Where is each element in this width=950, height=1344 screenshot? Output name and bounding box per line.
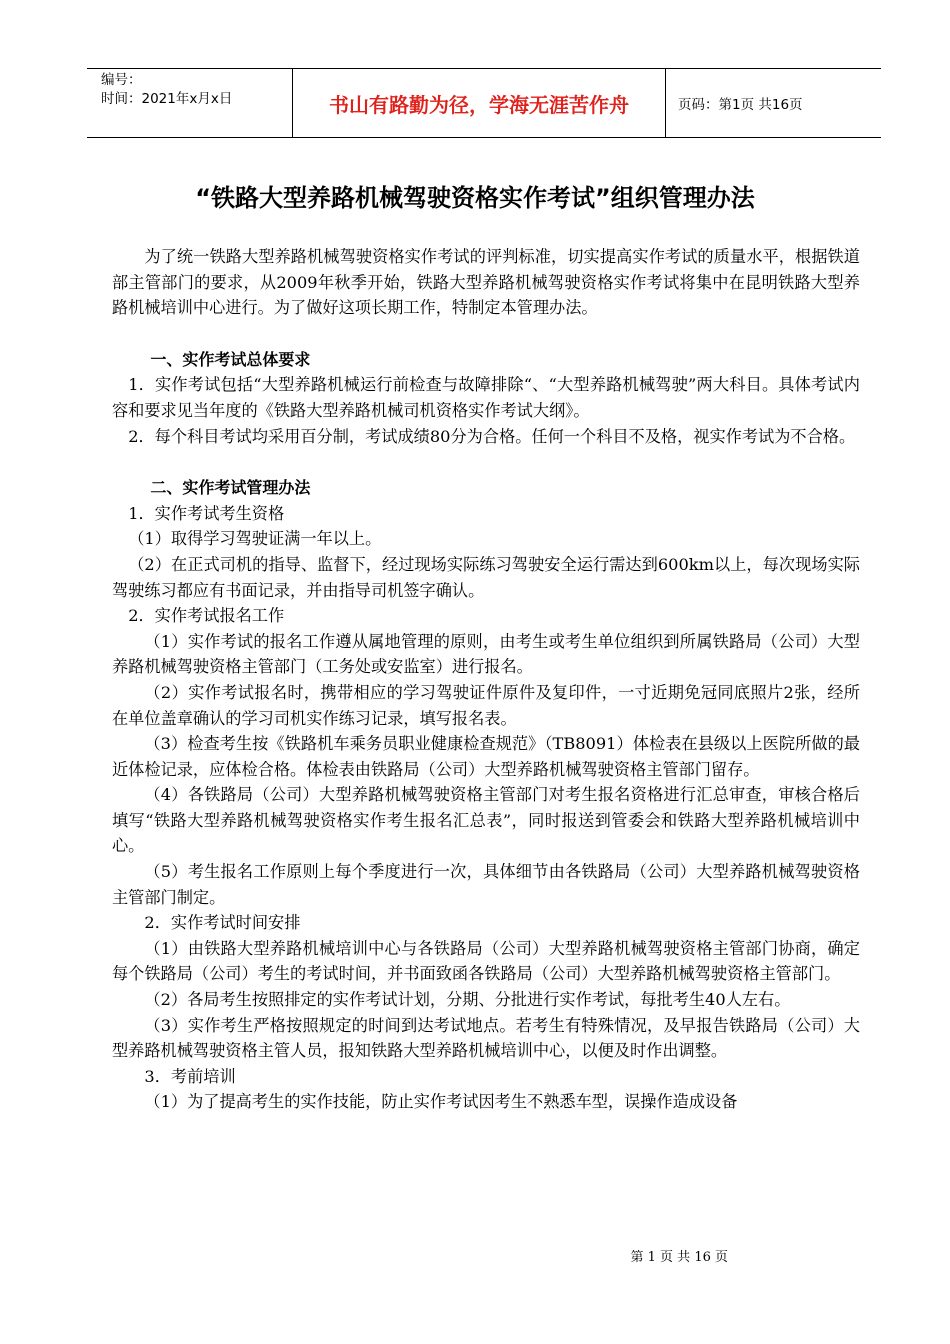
section1-heading: 一、实作考试总体要求 — [150, 349, 311, 369]
subsection3-title: 2．实作考试时间安排 — [144, 913, 301, 933]
header-meta — [87, 69, 293, 137]
section2-heading: 二、实作考试管理办法 — [150, 478, 311, 498]
section1-item2: 2．每个科目考试均采用百分制，考试成绩80分为合格。任何一个科目不及格，视实作考试为不合格。 — [128, 426, 856, 446]
document-title: “铁路大型养路机械驾驶资格实作考试”组织管理办法 — [195, 184, 755, 212]
subsection4-item1: （1）为了提高考生的实作技能，防止实作考试因考生不熟悉车型，误操作造成设备 — [144, 1092, 738, 1112]
number-label: 编号： — [101, 72, 142, 88]
section1-item1: 1．实作考试包括“大型养路机械运行前检查与故障排除“、“大型养路机械驾驶”两大科目。具体考试内容和要求见当年度的《铁路大型养路机械司机资格实作考试大纲》。 — [112, 375, 860, 420]
subsection3-item3: （3）实作考生严格按照规定的时间到达考试地点。若考生有特殊情况，及早报告铁路局（公司）大型养路机械驾驶资格主管人员，报知铁路大型养路机械培训中心，以便及时作出调整。 — [112, 1015, 860, 1061]
subsection3-item2: （2）各局考生按照排定的实作考试计划，分期、分批进行实作考试，每批考生40人左右。 — [144, 990, 791, 1010]
subsection2-item5: （5）考生报名工作原则上每个季度进行一次，具体细节由各铁路局（公司）大型养路机械驾驶资格主管部门制定。 — [112, 862, 860, 907]
header-page-info: 页码：第1页 共16页 — [678, 97, 803, 113]
subsection1-title: 1．实作考试考生资格 — [128, 503, 285, 523]
time-label: 时间：2021年x月x日 — [101, 91, 233, 107]
page-footer: 第 1 页 共 16 页 — [630, 1250, 728, 1265]
subsection1-item2: （2）在正式司机的指导、监督下，经过现场实际练习驾驶安全运行需达到600km以上，每次现场实际驾驶练习都应有书面记录，并由指导司机签字确认。 — [112, 554, 860, 600]
subsection2-item2: （2）实作考试报名时，携带相应的学习驾驶证件原件及复印件，一寸近期免冠同底照片2张，经所在单位盖章确认的学习司机实作练习记录，填写报名表。 — [112, 682, 860, 728]
subsection4-title: 3．考前培训 — [144, 1066, 236, 1086]
subsection2-item4: （4）各铁路局（公司）大型养路机械驾驶资格主管部门对考生报名资格进行汇总审查，审核合格后填写“铁路大型养路机械驾驶资格实作考生报名汇总表”，同时报送到管委会和铁路大型养路机械培训中心。 — [112, 785, 860, 856]
subsection3-item1: （1）由铁路大型养路机械培训中心与各铁路局（公司）大型养路机械驾驶资格主管部门协商，确定每个铁路局（公司）考生的考试时间，并书面致函各铁路局（公司）大型养路机械驾驶资格主管部门。 — [112, 938, 860, 984]
intro-paragraph: 为了统一铁路大型养路机械驾驶资格实作考试的评判标准，切实提高实作考试的质量水平，根据铁道部主管部门的要求，从2009年秋季开始，铁路大型养路机械驾驶资格实作考试将集中在昆明铁路大型养路机械培训中心进行。为了做好这项长期工作，特制定本管理办法。 — [112, 247, 860, 318]
header-motto: 书山有路勤为径，学海无涯苦作舟 — [293, 69, 666, 137]
document-body — [112, 244, 860, 1115]
subsection2-item1: （1）实作考试的报名工作遵从属地管理的原则，由考生或考生单位组织到所属铁路局（公司）大型养路机械驾驶资格主管部门（工务处或安监室）进行报名。 — [112, 631, 860, 677]
subsection1-item1: （1）取得学习驾驶证满一年以上。 — [128, 529, 382, 549]
document-header — [87, 68, 881, 138]
subsection2-item3: （3）检查考生按《铁路机车乘务员职业健康检查规范》（TB8091）体检表在县级以上医院所做的最近体检记录，应体检合格。体检表由铁路局（公司）大型养路机械驾驶资格主管部门留存。 — [112, 734, 860, 779]
subsection2-title: 2．实作考试报名工作 — [128, 606, 285, 626]
